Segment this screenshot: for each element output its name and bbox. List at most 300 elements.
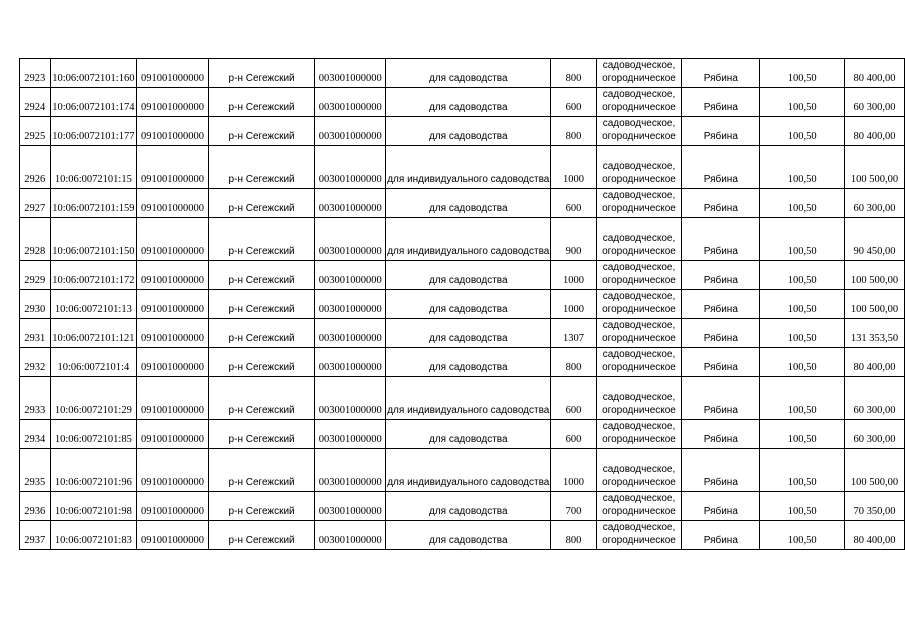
locality-cell bbox=[682, 492, 760, 521]
oktmo-code-cell bbox=[315, 218, 386, 261]
district-cell bbox=[208, 189, 314, 218]
land-category-cell-text: огородническое bbox=[602, 434, 676, 445]
area-cell bbox=[551, 449, 596, 492]
row-number-cell bbox=[20, 290, 51, 319]
land-category-cell-text: огородническое bbox=[602, 246, 676, 257]
specific-value-cell-text: 100,50 bbox=[787, 246, 817, 257]
locality-cell-text: Рябина bbox=[703, 246, 738, 257]
cadastral-value-cell bbox=[845, 420, 905, 449]
oktmo-code-cell bbox=[315, 521, 386, 550]
table-row bbox=[20, 88, 905, 117]
row-number-cell-text: 2930 bbox=[24, 304, 46, 315]
area-cell bbox=[551, 521, 596, 550]
permitted-use-cell bbox=[386, 319, 551, 348]
cadastral-value-cell-text: 80 400,00 bbox=[853, 535, 896, 546]
area-cell-text: 600 bbox=[565, 203, 582, 214]
specific-value-cell bbox=[760, 146, 845, 189]
land-category-cell bbox=[596, 261, 682, 290]
district-cell-text: р-н Сегежский bbox=[228, 275, 295, 286]
row-number-cell bbox=[20, 189, 51, 218]
land-category-cell bbox=[596, 521, 682, 550]
area-cell bbox=[551, 117, 596, 146]
area-cell bbox=[551, 348, 596, 377]
area-cell-text: 800 bbox=[565, 131, 582, 142]
land-category-cell-text: огородническое bbox=[602, 405, 676, 416]
okato-code-cell bbox=[137, 88, 209, 117]
locality-cell bbox=[682, 59, 760, 88]
cadastral-number-cell bbox=[50, 449, 137, 492]
land-category-cell-text: садоводческое, bbox=[602, 262, 676, 273]
specific-value-cell bbox=[760, 521, 845, 550]
table-row bbox=[20, 189, 905, 218]
oktmo-code-cell bbox=[315, 319, 386, 348]
land-category-cell bbox=[596, 348, 682, 377]
cadastral-value-cell-text: 100 500,00 bbox=[850, 477, 899, 488]
table-row bbox=[20, 420, 905, 449]
okato-code-cell-text: 091001000000 bbox=[141, 405, 205, 416]
permitted-use-cell-text: для садоводства bbox=[429, 73, 508, 84]
oktmo-code-cell-text: 003001000000 bbox=[318, 333, 382, 344]
area-cell bbox=[551, 146, 596, 189]
district-cell bbox=[208, 218, 314, 261]
land-category-cell-text: садоводческое, bbox=[602, 392, 676, 403]
permitted-use-cell bbox=[386, 377, 551, 420]
cadastral-value-cell-text: 100 500,00 bbox=[850, 174, 899, 185]
okato-code-cell bbox=[137, 420, 209, 449]
cadastral-number-cell-text: 10:06:0072101:13 bbox=[54, 304, 132, 315]
row-number-cell-text: 2927 bbox=[24, 203, 46, 214]
row-number-cell bbox=[20, 261, 51, 290]
okato-code-cell-text: 091001000000 bbox=[141, 246, 205, 257]
table-row bbox=[20, 492, 905, 521]
permitted-use-cell bbox=[386, 117, 551, 146]
district-cell-text: р-н Сегежский bbox=[228, 333, 295, 344]
district-cell bbox=[208, 449, 314, 492]
locality-cell bbox=[682, 88, 760, 117]
area-cell-text: 600 bbox=[565, 102, 582, 113]
specific-value-cell-text: 100,50 bbox=[787, 174, 817, 185]
area-cell bbox=[551, 420, 596, 449]
specific-value-cell bbox=[760, 377, 845, 420]
table-row bbox=[20, 117, 905, 146]
district-cell bbox=[208, 261, 314, 290]
locality-cell-text: Рябина bbox=[703, 73, 738, 84]
okato-code-cell-text: 091001000000 bbox=[141, 535, 205, 546]
cadastral-value-cell-text: 90 450,00 bbox=[853, 246, 896, 257]
permitted-use-cell-text: для садоводства bbox=[429, 535, 508, 546]
okato-code-cell-text: 091001000000 bbox=[141, 506, 205, 517]
district-cell bbox=[208, 290, 314, 319]
permitted-use-cell-text: для индивидуального садоводства bbox=[387, 405, 550, 416]
okato-code-cell-text: 091001000000 bbox=[141, 362, 205, 373]
okato-code-cell bbox=[137, 319, 209, 348]
land-category-cell-text: садоводческое, bbox=[602, 464, 676, 475]
permitted-use-cell-text: для садоводства bbox=[429, 434, 508, 445]
permitted-use-cell bbox=[386, 59, 551, 88]
row-number-cell bbox=[20, 348, 51, 377]
locality-cell-text: Рябина bbox=[703, 174, 738, 185]
row-number-cell bbox=[20, 218, 51, 261]
table-row bbox=[20, 521, 905, 550]
specific-value-cell-text: 100,50 bbox=[787, 131, 817, 142]
locality-cell-text: Рябина bbox=[703, 405, 738, 416]
cadastral-number-cell bbox=[50, 492, 137, 521]
land-category-cell-text: огородническое bbox=[602, 477, 676, 488]
cadastral-number-cell bbox=[50, 377, 137, 420]
oktmo-code-cell bbox=[315, 348, 386, 377]
table-row bbox=[20, 319, 905, 348]
locality-cell bbox=[682, 420, 760, 449]
oktmo-code-cell bbox=[315, 492, 386, 521]
cadastral-number-cell bbox=[50, 218, 137, 261]
cadastral-number-cell-text: 10:06:0072101:160 bbox=[52, 73, 135, 84]
locality-cell bbox=[682, 348, 760, 377]
locality-cell-text: Рябина bbox=[703, 362, 738, 373]
cadastral-value-cell bbox=[845, 492, 905, 521]
row-number-cell-text: 2937 bbox=[24, 535, 46, 546]
land-category-cell-text: садоводческое, bbox=[602, 291, 676, 302]
table-row bbox=[20, 261, 905, 290]
oktmo-code-cell-text: 003001000000 bbox=[318, 535, 382, 546]
row-number-cell bbox=[20, 319, 51, 348]
area-cell bbox=[551, 218, 596, 261]
locality-cell bbox=[682, 146, 760, 189]
table-body bbox=[20, 59, 905, 550]
area-cell-text: 700 bbox=[565, 506, 582, 517]
cadastral-value-cell bbox=[845, 88, 905, 117]
land-category-cell bbox=[596, 218, 682, 261]
district-cell-text: р-н Сегежский bbox=[228, 174, 295, 185]
land-category-cell-text: огородническое bbox=[602, 131, 676, 142]
specific-value-cell bbox=[760, 348, 845, 377]
cadastral-number-cell-text: 10:06:0072101:83 bbox=[54, 535, 132, 546]
locality-cell bbox=[682, 319, 760, 348]
district-cell-text: р-н Сегежский bbox=[228, 434, 295, 445]
district-cell-text: р-н Сегежский bbox=[228, 362, 295, 373]
district-cell-text: р-н Сегежский bbox=[228, 246, 295, 257]
locality-cell bbox=[682, 290, 760, 319]
locality-cell-text: Рябина bbox=[703, 275, 738, 286]
district-cell bbox=[208, 59, 314, 88]
cadastral-number-cell-text: 10:06:0072101:15 bbox=[54, 174, 132, 185]
cadastral-number-cell bbox=[50, 146, 137, 189]
locality-cell-text: Рябина bbox=[703, 304, 738, 315]
okato-code-cell bbox=[137, 218, 209, 261]
district-cell-text: р-н Сегежский bbox=[228, 73, 295, 84]
land-category-cell-text: садоводческое, bbox=[602, 522, 676, 533]
cadastral-value-cell-text: 80 400,00 bbox=[853, 73, 896, 84]
land-category-cell-text: садоводческое, bbox=[602, 421, 676, 432]
area-cell bbox=[551, 189, 596, 218]
area-cell-text: 1000 bbox=[562, 174, 584, 185]
oktmo-code-cell-text: 003001000000 bbox=[318, 131, 382, 142]
area-cell-text: 800 bbox=[565, 73, 582, 84]
permitted-use-cell-text: для садоводства bbox=[429, 506, 508, 517]
specific-value-cell-text: 100,50 bbox=[787, 535, 817, 546]
district-cell bbox=[208, 319, 314, 348]
table-row bbox=[20, 290, 905, 319]
land-category-cell-text: садоводческое, bbox=[602, 89, 676, 100]
okato-code-cell-text: 091001000000 bbox=[141, 304, 205, 315]
land-category-cell bbox=[596, 189, 682, 218]
area-cell bbox=[551, 261, 596, 290]
permitted-use-cell-text: для садоводства bbox=[429, 304, 508, 315]
permitted-use-cell-text: для индивидуального садоводства bbox=[387, 477, 550, 488]
district-cell bbox=[208, 377, 314, 420]
cadastral-number-cell bbox=[50, 88, 137, 117]
oktmo-code-cell-text: 003001000000 bbox=[318, 362, 382, 373]
permitted-use-cell-text: для садоводства bbox=[429, 362, 508, 373]
cadastral-value-cell-text: 100 500,00 bbox=[850, 304, 899, 315]
land-category-cell bbox=[596, 88, 682, 117]
specific-value-cell bbox=[760, 449, 845, 492]
specific-value-cell-text: 100,50 bbox=[787, 405, 817, 416]
table-row bbox=[20, 59, 905, 88]
cadastral-number-cell bbox=[50, 59, 137, 88]
district-cell-text: р-н Сегежский bbox=[228, 405, 295, 416]
cadastral-number-cell-text: 10:06:0072101:159 bbox=[52, 203, 135, 214]
row-number-cell bbox=[20, 146, 51, 189]
cadastral-value-cell bbox=[845, 377, 905, 420]
land-category-cell-text: огородническое bbox=[602, 333, 676, 344]
land-category-cell bbox=[596, 319, 682, 348]
oktmo-code-cell-text: 003001000000 bbox=[318, 434, 382, 445]
row-number-cell-text: 2923 bbox=[24, 73, 46, 84]
oktmo-code-cell bbox=[315, 189, 386, 218]
district-cell-text: р-н Сегежский bbox=[228, 506, 295, 517]
locality-cell bbox=[682, 377, 760, 420]
land-category-cell bbox=[596, 449, 682, 492]
okato-code-cell bbox=[137, 261, 209, 290]
specific-value-cell bbox=[760, 492, 845, 521]
cadastral-number-cell-text: 10:06:0072101:172 bbox=[52, 275, 135, 286]
area-cell-text: 600 bbox=[565, 434, 582, 445]
locality-cell-text: Рябина bbox=[703, 535, 738, 546]
permitted-use-cell bbox=[386, 348, 551, 377]
permitted-use-cell bbox=[386, 88, 551, 117]
cadastral-value-cell-text: 60 300,00 bbox=[853, 434, 896, 445]
district-cell-text: р-н Сегежский bbox=[228, 535, 295, 546]
cadastral-value-cell-text: 70 350,00 bbox=[853, 506, 896, 517]
locality-cell bbox=[682, 117, 760, 146]
locality-cell bbox=[682, 261, 760, 290]
district-cell-text: р-н Сегежский bbox=[228, 203, 295, 214]
row-number-cell-text: 2928 bbox=[24, 246, 46, 257]
cadastral-value-cell bbox=[845, 59, 905, 88]
area-cell-text: 1000 bbox=[562, 304, 584, 315]
specific-value-cell bbox=[760, 290, 845, 319]
okato-code-cell-text: 091001000000 bbox=[141, 102, 205, 113]
cadastral-number-cell bbox=[50, 319, 137, 348]
cadastral-number-cell-text: 10:06:0072101:29 bbox=[54, 405, 132, 416]
cadastral-value-cell bbox=[845, 117, 905, 146]
land-category-cell bbox=[596, 290, 682, 319]
specific-value-cell bbox=[760, 59, 845, 88]
oktmo-code-cell bbox=[315, 88, 386, 117]
permitted-use-cell bbox=[386, 261, 551, 290]
district-cell bbox=[208, 348, 314, 377]
row-number-cell bbox=[20, 88, 51, 117]
okato-code-cell bbox=[137, 449, 209, 492]
okato-code-cell bbox=[137, 377, 209, 420]
permitted-use-cell bbox=[386, 218, 551, 261]
okato-code-cell-text: 091001000000 bbox=[141, 333, 205, 344]
oktmo-code-cell-text: 003001000000 bbox=[318, 102, 382, 113]
row-number-cell-text: 2932 bbox=[24, 362, 46, 373]
specific-value-cell bbox=[760, 117, 845, 146]
table-row bbox=[20, 348, 905, 377]
table-row bbox=[20, 146, 905, 189]
oktmo-code-cell bbox=[315, 420, 386, 449]
area-cell-text: 800 bbox=[565, 535, 582, 546]
cadastral-number-cell-text: 10:06:0072101:85 bbox=[54, 434, 132, 445]
cadastral-number-cell bbox=[50, 117, 137, 146]
okato-code-cell-text: 091001000000 bbox=[141, 203, 205, 214]
permitted-use-cell-text: для садоводства bbox=[429, 102, 508, 113]
row-number-cell-text: 2931 bbox=[24, 333, 46, 344]
oktmo-code-cell-text: 003001000000 bbox=[318, 477, 382, 488]
land-category-cell-text: садоводческое, bbox=[602, 493, 676, 504]
cadastral-value-cell-text: 60 300,00 bbox=[853, 405, 896, 416]
oktmo-code-cell bbox=[315, 449, 386, 492]
okato-code-cell bbox=[137, 146, 209, 189]
okato-code-cell bbox=[137, 189, 209, 218]
cadastral-value-cell bbox=[845, 348, 905, 377]
okato-code-cell bbox=[137, 59, 209, 88]
district-cell bbox=[208, 492, 314, 521]
specific-value-cell bbox=[760, 420, 845, 449]
cadastral-number-cell bbox=[50, 290, 137, 319]
land-category-cell bbox=[596, 146, 682, 189]
okato-code-cell bbox=[137, 348, 209, 377]
land-category-cell bbox=[596, 377, 682, 420]
area-cell-text: 800 bbox=[565, 362, 582, 373]
specific-value-cell-text: 100,50 bbox=[787, 434, 817, 445]
cadastral-value-cell bbox=[845, 218, 905, 261]
locality-cell-text: Рябина bbox=[703, 203, 738, 214]
permitted-use-cell-text: для садоводства bbox=[429, 275, 508, 286]
area-cell bbox=[551, 492, 596, 521]
oktmo-code-cell bbox=[315, 377, 386, 420]
district-cell bbox=[208, 420, 314, 449]
district-cell-text: р-н Сегежский bbox=[228, 131, 295, 142]
cadastral-number-cell bbox=[50, 420, 137, 449]
land-category-cell-text: садоводческое, bbox=[602, 118, 676, 129]
land-category-cell-text: садоводческое, bbox=[602, 190, 676, 201]
permitted-use-cell bbox=[386, 521, 551, 550]
locality-cell-text: Рябина bbox=[703, 477, 738, 488]
area-cell-text: 900 bbox=[565, 246, 582, 257]
oktmo-code-cell-text: 003001000000 bbox=[318, 405, 382, 416]
oktmo-code-cell-text: 003001000000 bbox=[318, 203, 382, 214]
specific-value-cell bbox=[760, 261, 845, 290]
land-category-cell-text: огородническое bbox=[602, 506, 676, 517]
land-plots-table bbox=[19, 58, 905, 550]
locality-cell bbox=[682, 449, 760, 492]
okato-code-cell bbox=[137, 290, 209, 319]
specific-value-cell-text: 100,50 bbox=[787, 102, 817, 113]
cadastral-value-cell bbox=[845, 261, 905, 290]
oktmo-code-cell bbox=[315, 146, 386, 189]
row-number-cell-text: 2933 bbox=[24, 405, 46, 416]
oktmo-code-cell-text: 003001000000 bbox=[318, 506, 382, 517]
locality-cell-text: Рябина bbox=[703, 434, 738, 445]
cadastral-value-cell-text: 60 300,00 bbox=[853, 102, 896, 113]
permitted-use-cell bbox=[386, 146, 551, 189]
okato-code-cell-text: 091001000000 bbox=[141, 275, 205, 286]
specific-value-cell-text: 100,50 bbox=[787, 506, 817, 517]
table-row bbox=[20, 218, 905, 261]
district-cell bbox=[208, 117, 314, 146]
cadastral-number-cell-text: 10:06:0072101:174 bbox=[52, 102, 135, 113]
cadastral-number-cell-text: 10:06:0072101:177 bbox=[52, 131, 135, 142]
cadastral-value-cell-text: 60 300,00 bbox=[853, 203, 896, 214]
permitted-use-cell-text: для индивидуального садоводства bbox=[387, 174, 550, 185]
land-category-cell-text: садоводческое, bbox=[602, 349, 676, 360]
land-category-cell-text: огородническое bbox=[602, 362, 676, 373]
district-cell bbox=[208, 88, 314, 117]
cadastral-number-cell-text: 10:06:0072101:150 bbox=[52, 246, 135, 257]
permitted-use-cell-text: для садоводства bbox=[429, 203, 508, 214]
specific-value-cell-text: 100,50 bbox=[787, 275, 817, 286]
oktmo-code-cell-text: 003001000000 bbox=[318, 304, 382, 315]
okato-code-cell-text: 091001000000 bbox=[141, 73, 205, 84]
locality-cell bbox=[682, 218, 760, 261]
locality-cell-text: Рябина bbox=[703, 333, 738, 344]
row-number-cell bbox=[20, 449, 51, 492]
oktmo-code-cell-text: 003001000000 bbox=[318, 174, 382, 185]
land-category-cell-text: садоводческое, bbox=[602, 233, 676, 244]
land-category-cell-text: огородническое bbox=[602, 73, 676, 84]
cadastral-value-cell-text: 80 400,00 bbox=[853, 131, 896, 142]
table-row bbox=[20, 377, 905, 420]
oktmo-code-cell-text: 003001000000 bbox=[318, 275, 382, 286]
area-cell-text: 1000 bbox=[562, 477, 584, 488]
cadastral-value-cell bbox=[845, 319, 905, 348]
area-cell bbox=[551, 88, 596, 117]
locality-cell-text: Рябина bbox=[703, 102, 738, 113]
land-category-cell-text: садоводческое, bbox=[602, 60, 676, 71]
area-cell bbox=[551, 290, 596, 319]
area-cell-text: 600 bbox=[565, 405, 582, 416]
land-category-cell-text: огородническое bbox=[602, 535, 676, 546]
okato-code-cell bbox=[137, 492, 209, 521]
specific-value-cell-text: 100,50 bbox=[787, 333, 817, 344]
row-number-cell bbox=[20, 521, 51, 550]
oktmo-code-cell bbox=[315, 261, 386, 290]
specific-value-cell-text: 100,50 bbox=[787, 203, 817, 214]
specific-value-cell-text: 100,50 bbox=[787, 73, 817, 84]
row-number-cell bbox=[20, 117, 51, 146]
area-cell-text: 1000 bbox=[562, 275, 584, 286]
land-category-cell-text: огородническое bbox=[602, 275, 676, 286]
row-number-cell-text: 2934 bbox=[24, 434, 46, 445]
area-cell bbox=[551, 59, 596, 88]
land-category-cell bbox=[596, 420, 682, 449]
cadastral-number-cell bbox=[50, 521, 137, 550]
okato-code-cell-text: 091001000000 bbox=[141, 174, 205, 185]
cadastral-value-cell bbox=[845, 146, 905, 189]
cadastral-value-cell-text: 80 400,00 bbox=[853, 362, 896, 373]
permitted-use-cell bbox=[386, 420, 551, 449]
district-cell bbox=[208, 521, 314, 550]
cadastral-value-cell bbox=[845, 521, 905, 550]
land-category-cell bbox=[596, 117, 682, 146]
land-category-cell-text: садоводческое, bbox=[602, 320, 676, 331]
cadastral-number-cell-text: 10:06:0072101:121 bbox=[52, 333, 135, 344]
permitted-use-cell bbox=[386, 189, 551, 218]
oktmo-code-cell-text: 003001000000 bbox=[318, 73, 382, 84]
